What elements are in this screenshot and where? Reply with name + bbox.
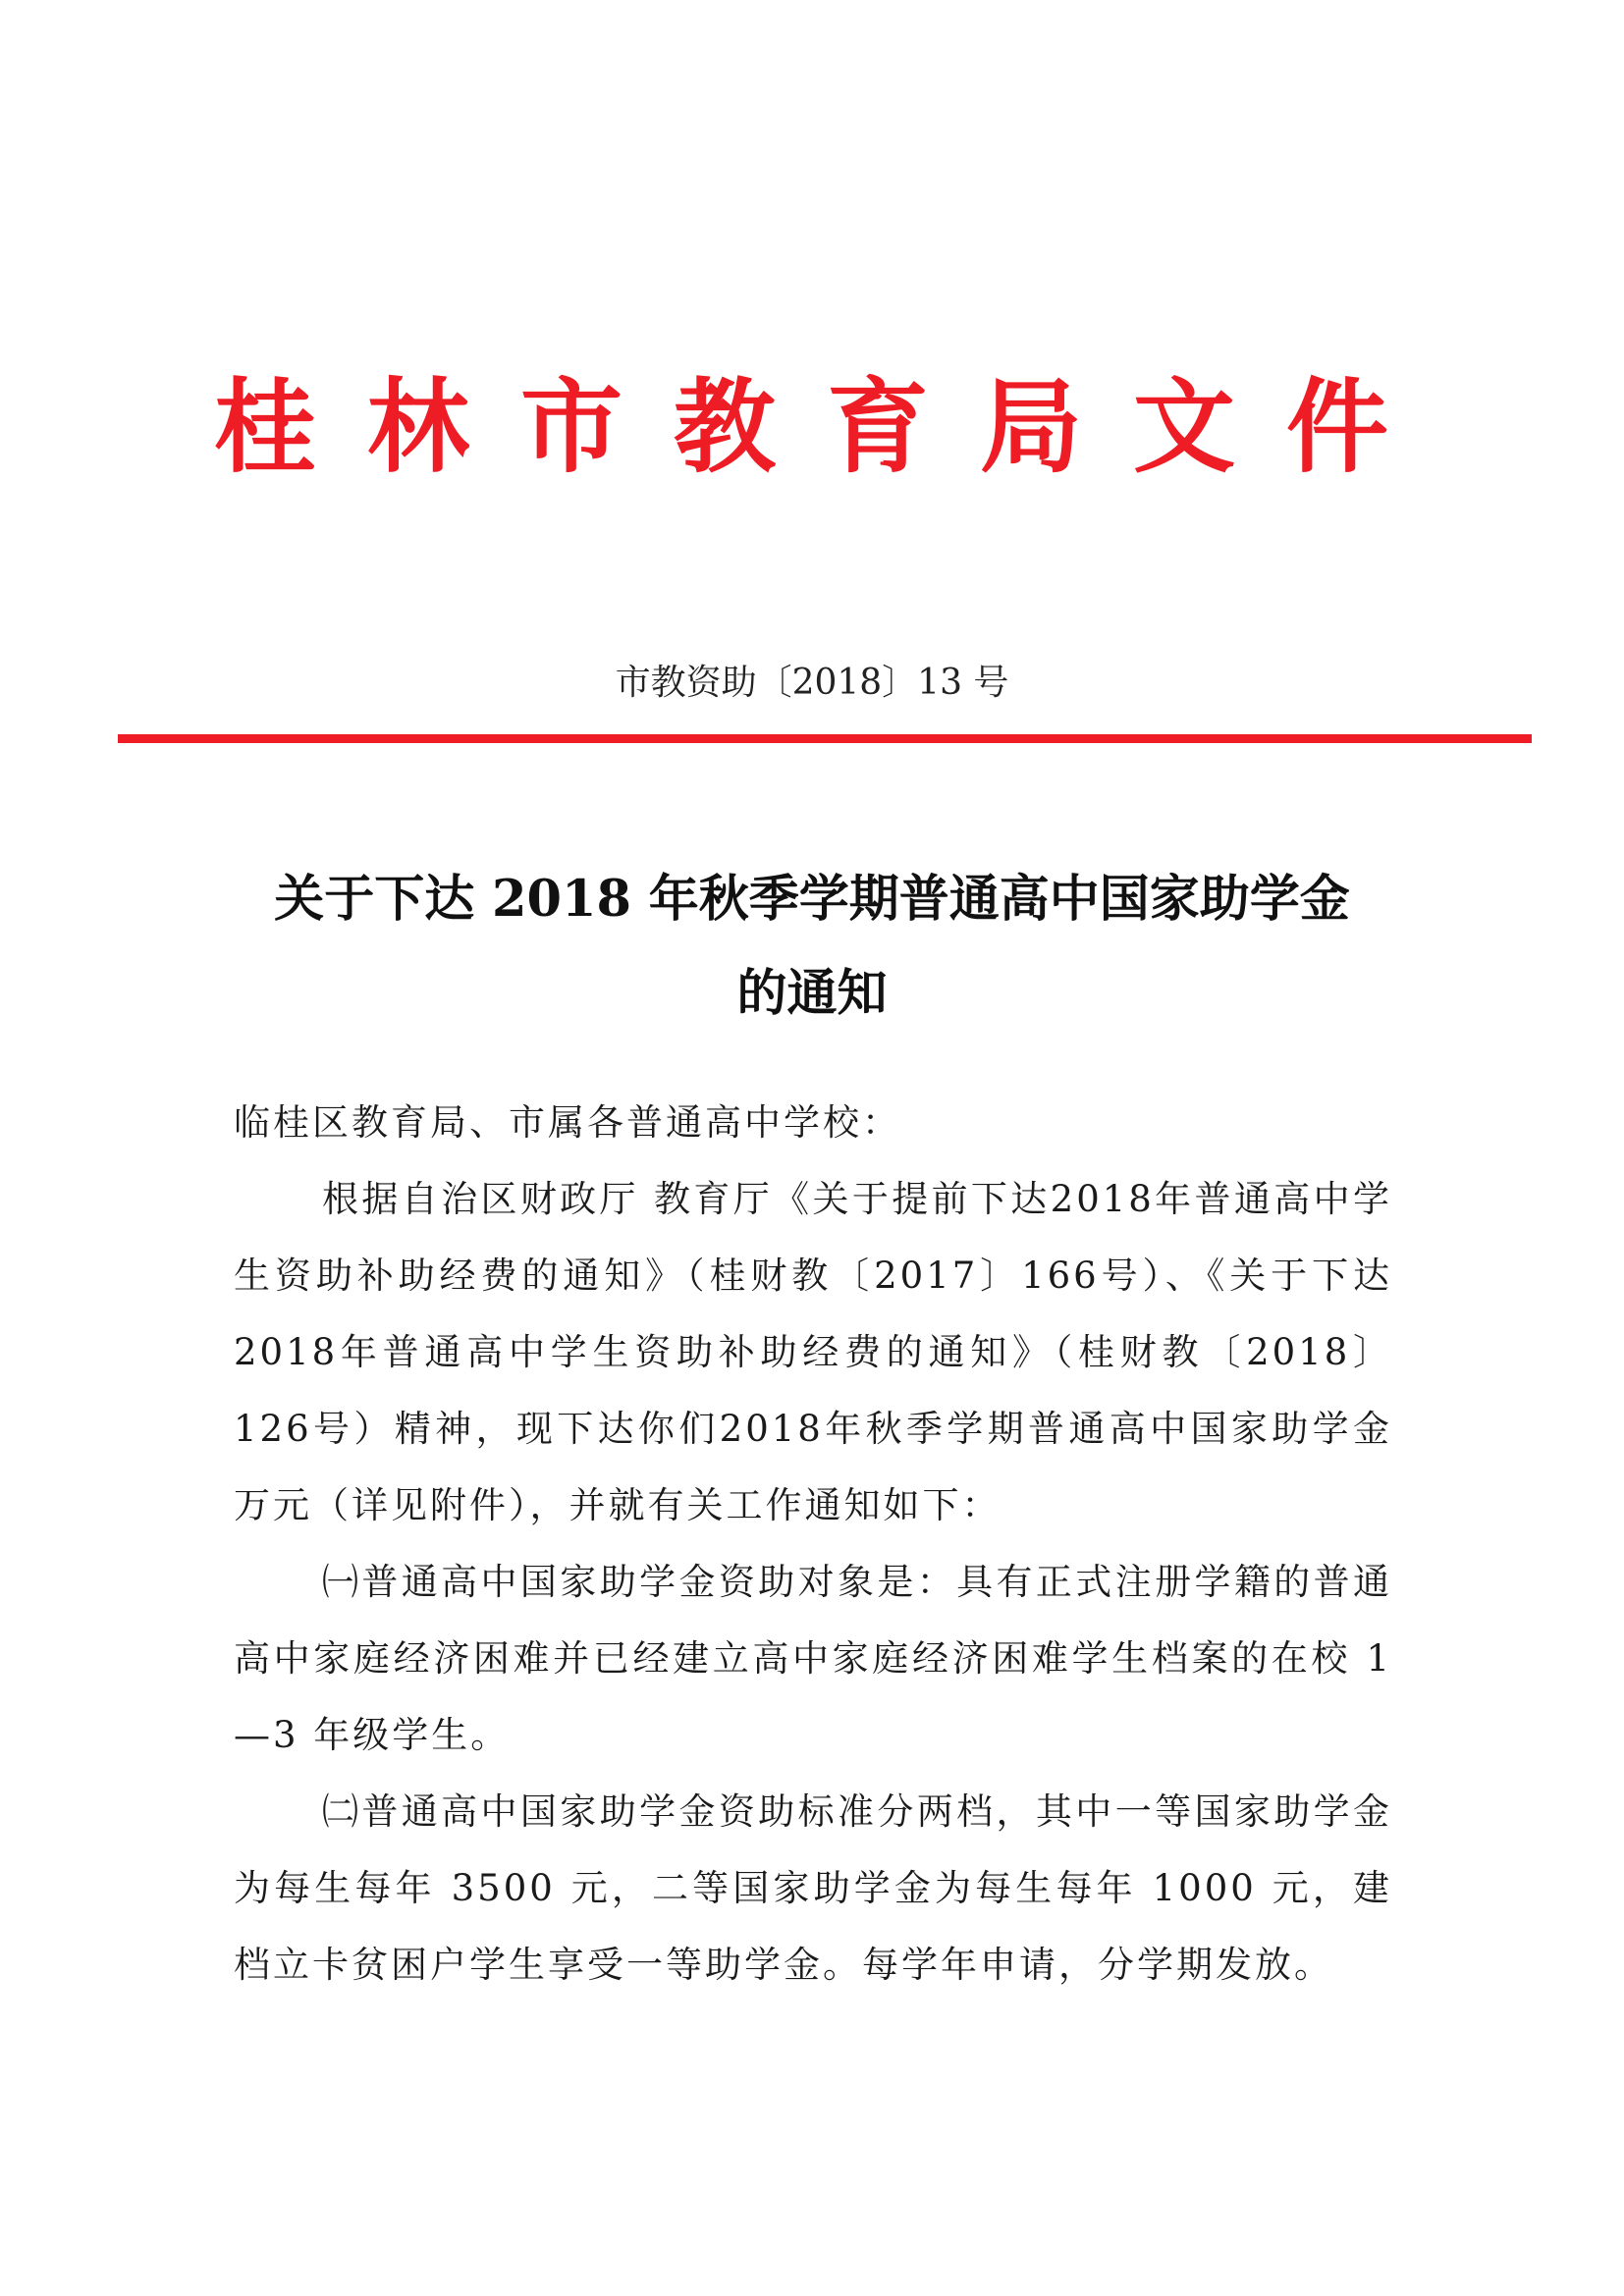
document-body bbox=[234, 1085, 1392, 2003]
body-paragraph-3: ㈡普通高中国家助学金资助标准分两档，其中一等国家助学金为每生每年 3500 元，二等国家助学金为每生每年 1000 元，建档立卡贫困户学生享受一等助学金。每学年申请，分学期发放。 bbox=[234, 1790, 1392, 1986]
body-paragraph-2: ㈠普通高中国家助学金资助对象是：具有正式注册学籍的普通高中家庭经济困难并已经建立高中家庭经济困难学生档案的在校 1—3 年级学生。 bbox=[234, 1561, 1392, 1756]
masthead-title: 桂林市教育局文件 bbox=[213, 367, 1439, 487]
document-title bbox=[147, 852, 1477, 1041]
document-number: 市教资助〔2018〕13 号 bbox=[615, 663, 1009, 703]
red-divider-line bbox=[118, 734, 1532, 743]
body-paragraph-1: 根据自治区财政厅 教育厅《关于提前下达2018年普通高中学生资助补助经费的通知》（桂财教〔2017〕166号）、《关于下达2018年普通高中学生资助补助经费的通知》（桂财教〔2018〕126号）精神，现下达你们2018年秋季学期普通高中国家助学金 万元（详见附件），并就有关工作通知如下： bbox=[234, 1178, 1392, 1526]
title-line-1: 关于下达 2018 年秋季学期普通高中国家助学金 bbox=[274, 870, 1350, 929]
title-line-2: 的通知 bbox=[736, 964, 888, 1023]
addressee: 临桂区教育局、市属各普通高中学校： bbox=[234, 1101, 901, 1144]
